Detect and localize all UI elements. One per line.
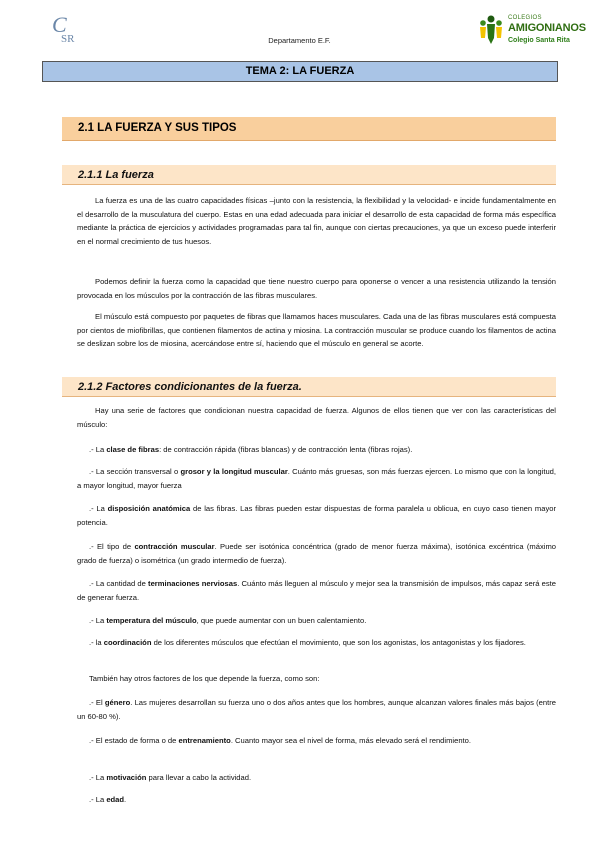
- factor-item: .- El estado de forma o de entrenamiento. Cuanto mayor sea el nivel de forma, más elevado será el rendimiento.: [89, 736, 471, 745]
- section-heading: 2.1 LA FUERZA Y SUS TIPOS: [62, 117, 556, 141]
- factor-item: .- La cantidad de terminaciones nerviosas. Cuánto más lleguen al músculo y mejor sea la transmisión de impulsos, más capaz será este de generar fuerza.: [77, 579, 557, 602]
- factor-item: .- la coordinación de los diferentes músculos que efectúan el movimiento, que son los agonistas, los antagonistas y los fijadores.: [89, 638, 526, 647]
- factor-item: .- La sección transversal o grosor y la longitud muscular. Cuánto más gruesas, son más fuerzas ejercen. Lo mismo que con la longitud, a mayor longitud, mayor fuerza: [77, 467, 556, 490]
- paragraph-intro: La fuerza es una de las cuatro capacidades físicas –junto con la resistencia, la flexibilidad y la velocidad- e incide fundamentalmente en el desarrollo de la musculatura del cuerpo. Estas en una edad adecuada para iniciar el desarrollo de esta capacidad de forma más específica mediante la práctica de ejercicios y actividades programadas para tal fin, aunque con ciertas precauciones, ya que un exceso puede interferir en el normal crecimiento de tus huesos.: [77, 196, 556, 246]
- paragraph-definition: Podemos definir la fuerza como la capacidad que tiene nuestro cuerpo para oponerse o vencer a una resistencia utilizando la tensión provocada en los músculos por la contracción de las fibras musculares.: [77, 277, 556, 300]
- people-logo-icon: [478, 14, 504, 46]
- paragraph-factors-intro: Hay una serie de factores que condicionan nuestra capacidad de fuerza. Algunos de ellos tienen que ver con las características del músculo:: [77, 406, 556, 429]
- department-label: Departamento E.F.: [268, 36, 331, 45]
- paragraph-muscle: El músculo está compuesto por paquetes de fibras que llamamos haces musculares. Cada una de las fibras musculares está compuesta por cientos de miofibrillas, que contienen filamentos de actina y miosina. La contracción muscular se produce cuando los filamentos de actina se deslizan sobre los de miosina, acercándose entre sí, haciendo que el músculo en general se acorte.: [77, 312, 556, 348]
- logo-line1: COLEGIOS: [508, 15, 542, 21]
- page-title: TEMA 2: LA FUERZA: [42, 61, 558, 82]
- logo-line2: AMIGONIANOS: [508, 22, 586, 34]
- svg-text:C: C: [52, 12, 67, 37]
- subsection-heading-fuerza: 2.1.1 La fuerza: [62, 165, 556, 185]
- svg-text:SR: SR: [61, 33, 75, 45]
- factor-item: .- La clase de fibras: de contracción rápida (fibras blancas) y de contracción lenta (fibras rojas).: [89, 445, 413, 454]
- factor-item: .- La edad.: [89, 795, 127, 804]
- factor-item: .- La temperatura del músculo, que puede aumentar con un buen calentamiento.: [89, 616, 367, 625]
- factor-item: .- La disposición anatómica de las fibras. Las fibras pueden estar dispuestas de forma paralela u oblicua, en cuyo caso tienen mayor potencia.: [77, 504, 556, 527]
- factor-item: .- El género. Las mujeres desarrollan su fuerza uno o dos años antes que los hombres, aunque alcanzan valores finales más bajos (entre un 60-80 %).: [77, 698, 556, 721]
- subsection-heading-factores: 2.1.2 Factores condicionantes de la fuerza.: [62, 377, 556, 397]
- logo-line3: Colegio Santa Rita: [508, 37, 570, 44]
- paragraph-other-factors: También hay otros factores de los que depende la fuerza, como son:: [89, 674, 320, 683]
- factor-item: .- El tipo de contracción muscular. Puede ser isotónica concéntrica (grado de menor fuerza máxima), isotónica excéntrica (máximo grado de fuerza) o isométrica (un grado intermedio de fuerza).: [77, 542, 556, 565]
- factor-item: .- La motivación para llevar a cabo la actividad.: [89, 773, 252, 782]
- amigonianos-logo: [478, 12, 588, 50]
